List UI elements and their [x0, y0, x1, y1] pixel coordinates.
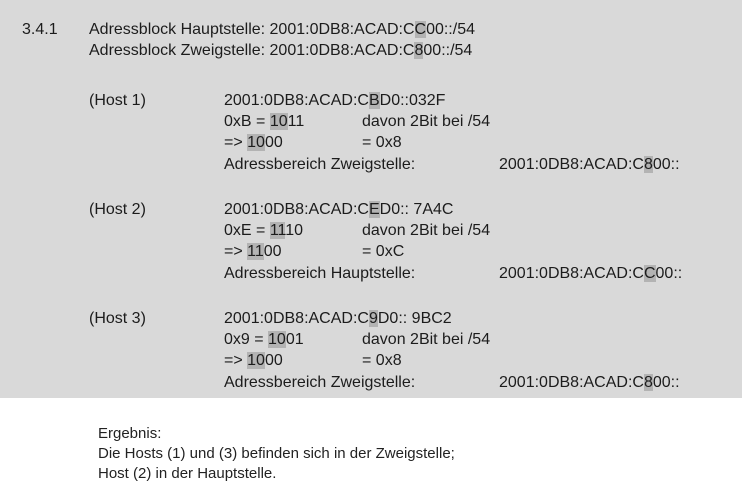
- address-block-branch: Adressblock Zweigstelle: 2001:0DB8:ACAD:C800::/54: [89, 42, 473, 59]
- address-block-main: Adressblock Hauptstelle: 2001:0DB8:ACAD:CC00::/54: [89, 21, 475, 38]
- result-binary: => 1000: [224, 352, 283, 369]
- host-address: 2001:0DB8:ACAD:CBD0::032F: [224, 92, 446, 109]
- bit-note: davon 2Bit bei /54: [362, 113, 491, 130]
- bit-note: davon 2Bit bei /54: [362, 331, 491, 348]
- bit-note: davon 2Bit bei /54: [362, 222, 491, 239]
- hex-binary: 0x9 = 1001: [224, 331, 304, 348]
- result-heading: Ergebnis:: [98, 425, 162, 442]
- result-hex: = 0x8: [362, 134, 402, 151]
- range-value: 2001:0DB8:ACAD:C800::: [499, 156, 680, 173]
- host-label: (Host 1): [89, 92, 146, 109]
- host-address: 2001:0DB8:ACAD:CED0:: 7A4C: [224, 201, 454, 218]
- result-hex: = 0xC: [362, 243, 405, 260]
- range-label: Adressbereich Hauptstelle:: [224, 265, 416, 282]
- section-number: 3.4.1: [22, 21, 58, 38]
- result-binary: => 1100: [224, 243, 282, 260]
- hex-binary: 0xB = 1011: [224, 113, 305, 130]
- range-label: Adressbereich Zweigstelle:: [224, 156, 416, 173]
- result-binary: => 1000: [224, 134, 283, 151]
- result-line: Host (2) in der Hauptstelle.: [98, 465, 277, 482]
- host-label: (Host 3): [89, 310, 146, 327]
- range-value: 2001:0DB8:ACAD:C800::: [499, 374, 680, 391]
- range-label: Adressbereich Zweigstelle:: [224, 374, 416, 391]
- result-hex: = 0x8: [362, 352, 402, 369]
- result-line: Die Hosts (1) und (3) befinden sich in der Zweigstelle;: [98, 445, 455, 462]
- host-address: 2001:0DB8:ACAD:C9D0:: 9BC2: [224, 310, 452, 327]
- host-label: (Host 2): [89, 201, 146, 218]
- hex-binary: 0xE = 1110: [224, 222, 304, 239]
- result-block: [98, 424, 455, 484]
- range-value: 2001:0DB8:ACAD:CC00::: [499, 265, 683, 282]
